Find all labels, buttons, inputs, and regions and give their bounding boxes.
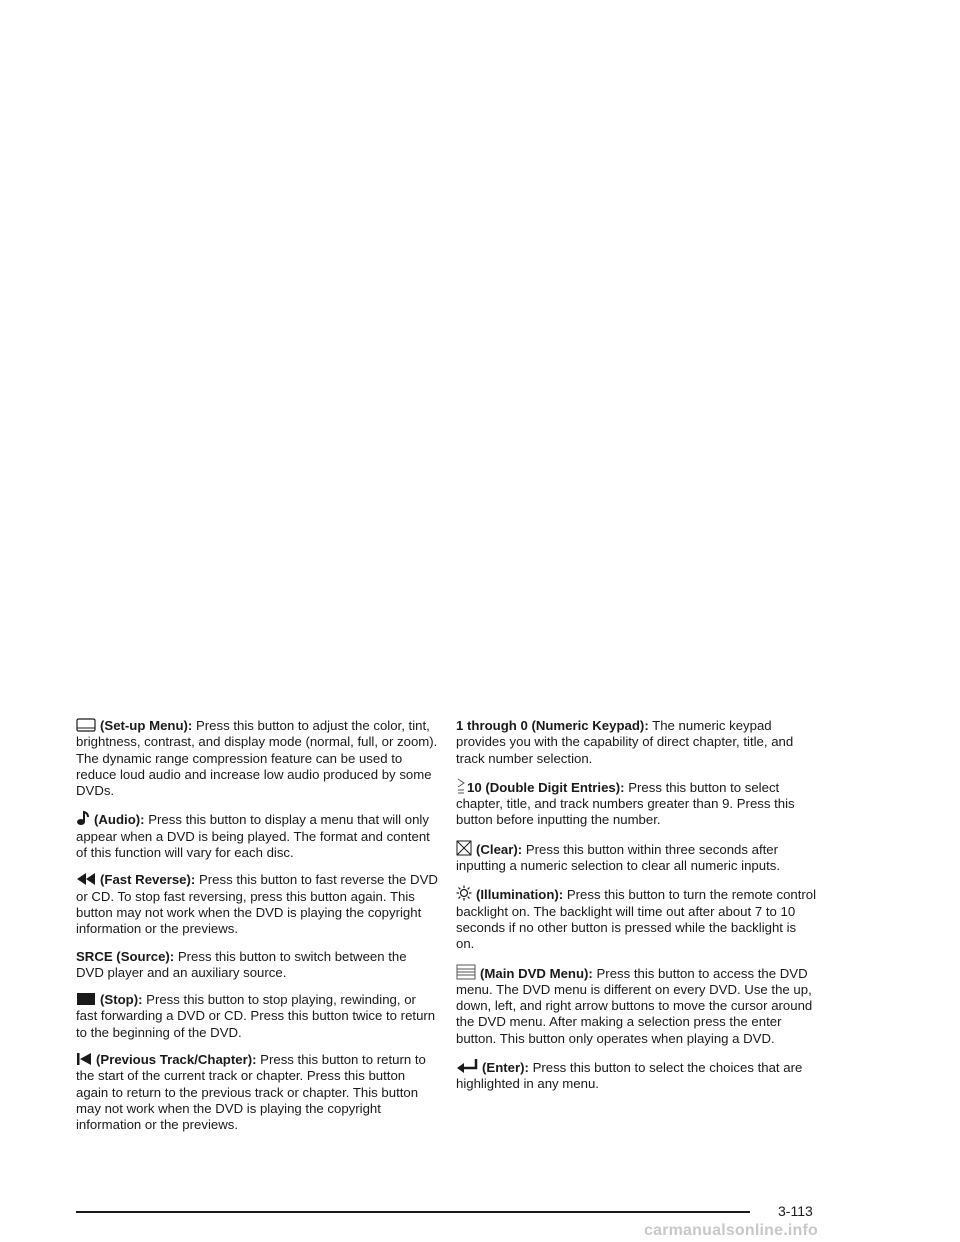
- entry-text: Press this button within three seconds after inputting a numeric selection to clear all numeric inputs.: [456, 841, 780, 874]
- entry-text: The numeric keypad provides you with the capability of direct chapter, title, and track number selection.: [456, 718, 794, 766]
- entry-text: Press this button to stop playing, rewinding, or fast forwarding a DVD or CD. Press this button twice to return to the beginning of the DVD.: [76, 992, 436, 1040]
- entry-term: (Stop):: [100, 992, 143, 1008]
- setup-menu-icon: [76, 718, 96, 732]
- entry-text: Press this button to turn the remote control backlight on. The backlight will time out after about 7 to 10 seconds if no other button is pressed while the backlight is on.: [456, 887, 817, 952]
- entry-term: (Previous Track/Chapter):: [96, 1052, 257, 1068]
- entry-audio: [76, 810, 438, 861]
- illumination-icon: [456, 885, 472, 901]
- entry-clear: [456, 840, 818, 875]
- entry-term: (Enter):: [482, 1060, 529, 1076]
- left-column: [76, 718, 438, 1145]
- right-column: [456, 718, 818, 1104]
- entry-text: Press this button to fast reverse the DVD or CD. To stop fast reversing, press this button again. This button may not work when the DVD is playing the copyright information or the previews.: [76, 872, 438, 937]
- entry-numeric-keypad: [456, 718, 818, 767]
- entry-text: Press this button to access the DVD menu. The DVD menu is different on every DVD. Use the up, down, left, and right arrow buttons to move the cursor around the DVD menu. After making a selection press the enter button. This button only operates when playing a DVD.: [456, 965, 813, 1046]
- entry-term: 1 through 0 (Numeric Keypad):: [456, 718, 649, 733]
- greater-equal-icon: [456, 778, 466, 794]
- clear-icon: [456, 840, 472, 856]
- entry-term: (Clear):: [476, 841, 523, 857]
- entry-text: Press this button to adjust the color, tint, brightness, contrast, and display mode (normal, full, or zoom). The dynamic range compression feature can be used to reduce loud audio and increase low audio produced by some DVDs.: [76, 718, 438, 799]
- entry-term: 10 (Double Digit Entries):: [467, 779, 625, 795]
- footer-rule: [76, 1211, 750, 1213]
- main-menu-icon: [456, 964, 476, 980]
- entry-double-digit: [456, 778, 818, 829]
- entry-illumination: [456, 885, 818, 952]
- entry-setup-menu: [76, 718, 438, 799]
- entry-term: (Fast Reverse):: [100, 872, 196, 888]
- entry-text: Press this button to display a menu that will only appear when a DVD is being played. The format and content of this function will vary for each disc.: [76, 812, 430, 861]
- entry-fast-reverse: [76, 872, 438, 937]
- previous-track-icon: [76, 1052, 92, 1066]
- entry-term: (Illumination):: [476, 887, 564, 903]
- entry-term: SRCE (Source):: [76, 948, 175, 964]
- entry-text: Press this button to switch between the DVD player and an auxiliary source.: [76, 948, 407, 980]
- entry-source: [76, 949, 438, 982]
- entry-stop: [76, 992, 438, 1041]
- entry-text: Press this button to return to the start of the current track or chapter. Press this button again to return to the previous track or chapter. This button may not work when the DVD is playing the copyright information or the previews.: [76, 1052, 426, 1133]
- entry-text: Press this button to select the choices that are highlighted in any menu.: [456, 1060, 803, 1092]
- fast-reverse-icon: [76, 872, 96, 886]
- audio-icon: [76, 810, 90, 826]
- entry-term: (Main DVD Menu):: [480, 965, 593, 981]
- entry-term: (Audio):: [94, 812, 145, 828]
- entry-term: (Set-up Menu):: [100, 718, 193, 733]
- entry-main-menu: [456, 964, 818, 1047]
- stop-icon: [76, 992, 96, 1006]
- page-number: 3-113: [778, 1203, 813, 1219]
- entry-previous-track: [76, 1052, 438, 1133]
- enter-icon: [456, 1058, 478, 1074]
- entry-text: Press this button to select chapter, title, and track numbers greater than 9. Press this button before inputting the number.: [456, 779, 795, 828]
- entry-enter: [456, 1058, 818, 1093]
- watermark: carmanualsonline.info: [644, 1222, 819, 1239]
